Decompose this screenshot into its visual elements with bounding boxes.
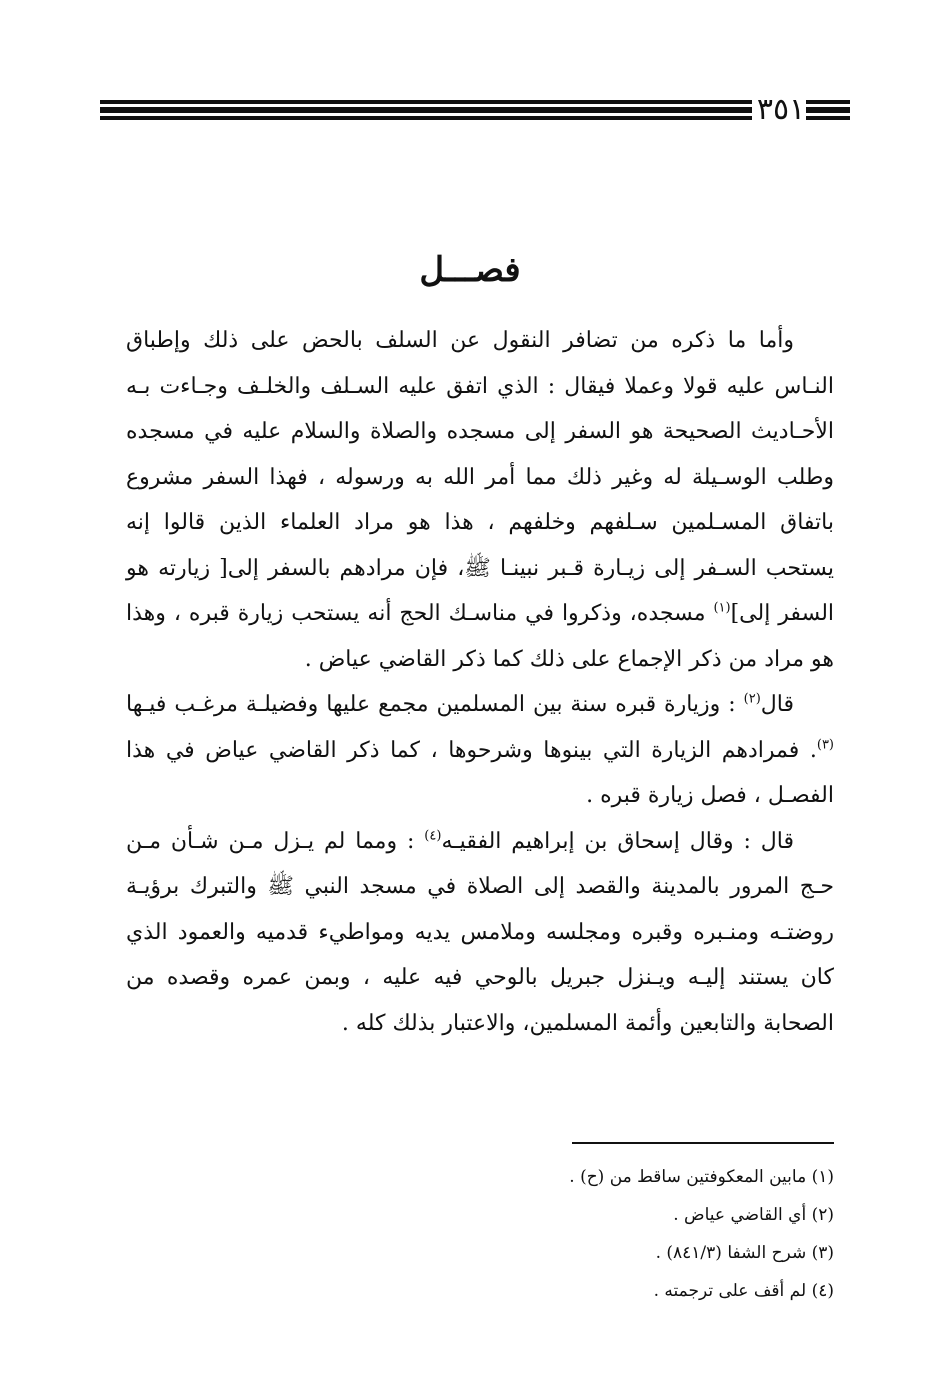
section-title: فصـــل [419,250,521,290]
footnote-separator [572,1142,834,1144]
footnote-mark: (١) [713,600,731,616]
footnotes [300,1158,834,1310]
footnote: (٤) لم أقف على ترجمته . [653,1281,834,1301]
header-rule [806,116,850,120]
main-text [126,318,834,1046]
paragraph: قال$^{(٢)}$ : وزيارة قبره سنة بين المسلمين مجمع عليها وفضيلـة مرغـب فيـها $^{(٣)}$. فمرادهم الزيارة التي بينوها وشرحوها ، كما ذكر القاضي عياض في هذا الفصـل ، فصل زيارة قبره . [126,691,834,808]
footnote: (٣) شرح الشفا (٨٤١/٣) . [655,1243,834,1263]
page-number: ٣٥١ [756,92,806,127]
footnote: (٢) أي القاضي عياض . [673,1205,834,1225]
header-rule [100,100,752,104]
paragraph: قال : وقال إسحاق بن إبراهيم الفقيـه$^{(٤)}$ : ومما لم يـزل مـن شـأن مـن حـج المرور بالمدينة والقصد إلى الصلاة في مسجد النبي ﷺ والتبرك برؤيـة روضتـه ومنـبره وقبره ومجلسه وملامس يديه ومواطيء قدميه والعمود الذي كان يستند إليـه ويـنزل جبريل بالوحي فيه عليه ، وبمن عمره وقصده من الصحابة والتابعين وأئمة المسلمين، والاعتبار بذلك كله . [126,828,835,1036]
page-header [100,92,850,127]
header-rule [100,107,752,113]
header-rule [806,100,850,104]
footnote: (١) مابين المعكوفتين ساقط من (ح) . [569,1167,834,1187]
footnote-mark: (٣) [816,737,834,753]
header-rule [100,116,752,120]
header-rule [806,107,850,113]
footnote-mark: (٢) [743,691,761,707]
paragraph: وأما ما ذكره من تضافر النقول عن السلف بالحض على ذلك وإطباق النـاس عليه قولا وعملا فيقال : الذي اتفق عليه السـلف والخلـف وجـاءت بـه الأحـاديث الصحيحة هو السفر إلى مسجده والصلاة والسلام عليه في مسجده وطلب الوسـيلة له وغير ذلك مما أمر الله به ورسوله ، فهذا السفر مشروع باتفاق المسـلمين سـلفهم وخلفهم ، هذا هو مراد العلماء الذين قالوا إنه يستحب السـفر إلى زيـارة قـبر نبينـا ﷺ، فإن مرادهم بالسفر إلى[ زيارته هو السفر إلى]$^{(١)}$ مسجده، وذكروا في مناسـك الحج أنه يستحب زيارة قبره ، وهذا هو مراد من ذكر الإجماع على ذلك كما ذكر القاضي عياض . [126,328,835,672]
footnote-mark: (٤) [424,828,442,844]
